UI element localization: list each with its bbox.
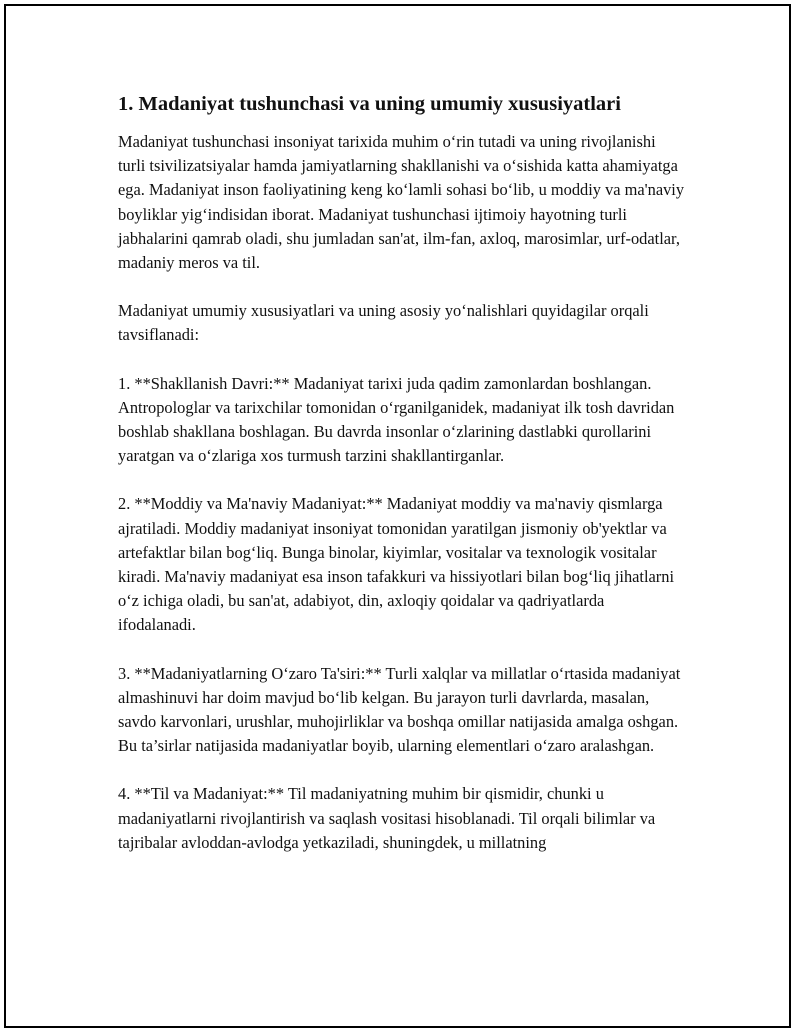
paragraph-item-1: 1. **Shakllanish Davri:** Madaniyat tarixi juda qadim zamonlardan boshlangan. Antropologlar va tarixchilar tomonidan oʻrganilganidek, madaniyat ilk tosh davridan boshlab shakllana boshlagan. Bu davrda insonlar oʻzlarining dastlabki qurollarini yaratgan va oʻzlariga xos turmush tarzini shakllantirganlar. xyxy=(118,373,675,466)
paragraph-item-4: 4. **Til va Madaniyat:** Til madaniyatning muhim bir qismidir, chunki u madaniyatlarni rivojlantirish va saqlash vositasi hisoblanadi. Til orqali bilimlar va tajribalar avloddan-avlodga yetkaziladi, shuningdek, u millatning xyxy=(118,784,656,852)
document-body xyxy=(118,90,686,879)
paragraph-intro: Madaniyat tushunchasi insoniyat tarixida muhim oʻrin tutadi va uning rivojlanishi turli tsivilizatsiyalar hamda jamiyatlarning shakllanishi va oʻsishida katta ahamiyatga ega. Madaniyat inson faoliyatining keng koʻlamli sohasi boʻlib, u moddiy va ma'naviy boyliklar yigʻindisidan iborat. Madaniyat tushunchasi ijtimoiy hayotning turli jabhalarini qamrab oladi, shu jumladan san'at, ilm-fan, axloq, marosimlar, urf-odatlar, madaniy meros va til. xyxy=(118,132,685,273)
section-heading: 1. Madaniyat tushunchasi va uning umumiy xususiyatlari xyxy=(118,93,621,115)
paragraph-lead-in: Madaniyat umumiy xususiyatlari va uning asosiy yoʻnalishlari quyidagilar orqali tavsiflanadi: xyxy=(118,301,649,345)
paragraph-item-3: 3. **Madaniyatlarning Oʻzaro Ta'siri:** Turli xalqlar va millatlar oʻrtasida madaniyat almashinuvi har doim mavjud boʻlib kelgan. Bu jarayon turli davrlarda, masalan, savdo karvonlari, urushlar, muhojirliklar va boshqa omillar natijasida amalga oshgan. Bu ta’sirlar natijasida madaniyatlar boyib, ularning elementlari oʻzaro aralashgan. xyxy=(118,663,681,756)
paragraph-item-2: 2. **Moddiy va Ma'naviy Madaniyat:** Madaniyat moddiy va ma'naviy qismlarga ajratiladi. Moddiy madaniyat insoniyat tomonidan yaratilgan jismoniy ob'yektlar va artefaktlar bilan bogʻliq. Bunga binolar, kiyimlar, vositalar va texnologik vositalar kiradi. Ma'naviy madaniyat esa inson tafakkuri va hissiyotlari bilan bogʻliq jihatlarni oʻz ichiga oladi, bu san'at, adabiyot, din, axloqiy qoidalar va qadriyatlarda ifodalanadi. xyxy=(118,494,675,635)
